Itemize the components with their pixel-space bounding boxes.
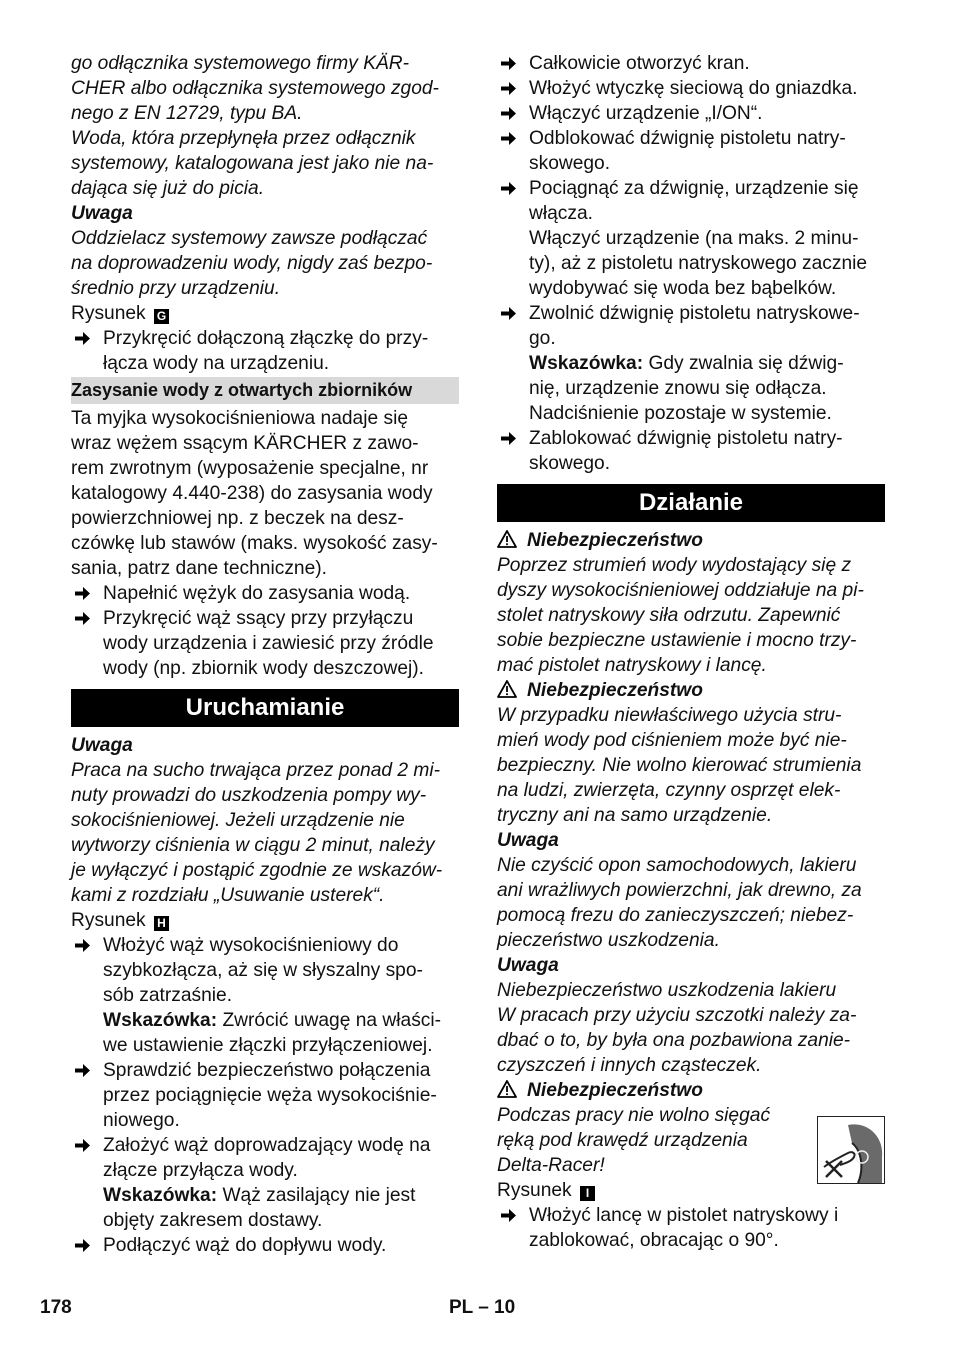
figure-label: Rysunek — [71, 910, 146, 931]
text-line: Praca na sucho trwająca przez ponad 2 mi- — [71, 760, 441, 781]
note-paragraph — [71, 226, 459, 301]
instruction-step — [71, 1133, 459, 1233]
text-line: mać pistolet natryskowy i lancę. — [497, 655, 767, 676]
instruction-step — [497, 176, 885, 301]
instruction-step — [497, 76, 885, 101]
hint-text: Gdy zwalnia się dźwig- — [643, 353, 844, 374]
instruction-step — [497, 426, 885, 476]
text-line: Nie czyścić opon samochodowych, lakieru — [497, 855, 857, 876]
figure-reference — [71, 908, 459, 933]
warning-triangle-icon — [497, 680, 519, 705]
text-line: go odłącznika systemowego firmy KÄR- — [71, 53, 410, 74]
text-line: stolet natryskowy siła odrzutu. Zapewnić — [497, 605, 841, 626]
language-page-indicator: PL – 10 — [449, 1297, 516, 1318]
text-line: sobie bezpieczne ustawienie i mocno trzy- — [497, 630, 857, 651]
note-heading: Uwaga — [497, 830, 559, 851]
hint-label: Wskazówka: — [103, 1185, 218, 1206]
text-line: zablokować, obracając o 90°. — [529, 1230, 779, 1251]
note-heading: Uwaga — [71, 735, 133, 756]
text-line: na ludzi, zwierzęta, czynny osprzęt elek- — [497, 780, 841, 801]
text-line: rem zwrotnym (wyposażenie specjalne, nr — [71, 458, 429, 479]
page-number: 178 — [40, 1297, 72, 1318]
instruction-step — [71, 933, 459, 1058]
text-line: ręką pod krawędź urządzenia — [497, 1130, 748, 1151]
arrow-right-icon — [499, 426, 521, 451]
text-line: je wyłączyć i postąpić zgodnie ze wskazów- — [71, 860, 443, 881]
instruction-step — [497, 51, 885, 76]
instruction-step — [71, 606, 459, 681]
danger-paragraph — [497, 553, 885, 678]
text-line: łącza wody na urządzeniu. — [103, 353, 330, 374]
text-line: Podłączyć wąż do dopływu wody. — [103, 1235, 387, 1256]
text-line: Przykręcić dołączoną złączkę do przy- — [103, 328, 429, 349]
text-line: pieczeństwo uszkodzenia. — [497, 930, 720, 951]
text-line: czyszczeń i innych cząsteczek. — [497, 1055, 762, 1076]
text-line: tryczny ani na samo urządzenie. — [497, 805, 773, 826]
intro-paragraph — [71, 51, 459, 201]
arrow-right-icon — [499, 126, 521, 151]
text-line: W pracach przy użyciu szczotki należy za- — [497, 1005, 857, 1026]
text-line: W przypadku niewłaściwego użycia stru- — [497, 705, 842, 726]
arrow-right-icon — [499, 301, 521, 326]
warning-triangle-icon — [497, 1080, 519, 1105]
hint-line — [529, 351, 885, 376]
danger-label: Niebezpieczeństwo — [527, 680, 703, 701]
text-line: Delta-Racer! — [497, 1155, 605, 1176]
instruction-step — [497, 1203, 885, 1253]
text-line: powierzchniowej np. z beczek na desz- — [71, 508, 404, 529]
text-line: Przykręcić wąż ssący przy przyłączu — [103, 608, 414, 629]
text-line: skowego. — [529, 453, 611, 474]
text-line: pomocą frezu do zanieczyszczeń; niebez- — [497, 905, 854, 926]
text-line: Włożyć lancę w pistolet natryskowy i — [529, 1205, 839, 1226]
text-line: skowego. — [529, 153, 611, 174]
text-line: sania, patrz dane techniczne). — [71, 558, 327, 579]
text-line: czówkę lub stawów (maks. wysokość zasy- — [71, 533, 438, 554]
text-line: objęty zakresem dostawy. — [103, 1210, 323, 1231]
arrow-right-icon — [73, 933, 95, 958]
text-line: systemowy, katalogowana jest jako nie na- — [71, 153, 434, 174]
hint-text: Wąż zasilający nie jest — [217, 1185, 416, 1206]
instruction-step — [71, 1233, 459, 1258]
text-line: ty), aż z pistoletu natryskowego zacznie — [529, 253, 868, 274]
text-line: szybkozłącza, aż się w słyszalny spo- — [103, 960, 423, 981]
suction-paragraph — [71, 406, 459, 581]
danger-label: Niebezpieczeństwo — [527, 1080, 703, 1101]
text-line: Poprzez strumień wody wydostający się z — [497, 555, 852, 576]
text-line: we ustawienie złączki przyłączeniowej. — [103, 1035, 433, 1056]
text-line: Podczas pracy nie wolno sięgać — [497, 1105, 771, 1126]
text-line: Woda, która przepłynęła przez odłącznik — [71, 128, 416, 149]
text-line: CHER albo odłącznika systemowego zgod- — [71, 78, 439, 99]
note-paragraph — [497, 853, 885, 953]
text-line: dająca się już do picia. — [71, 178, 265, 199]
instruction-step — [71, 326, 459, 376]
hint-text: Zwrócić uwagę na właści- — [217, 1010, 442, 1031]
note-heading: Uwaga — [71, 203, 133, 224]
arrow-right-icon — [73, 606, 95, 631]
text-line: Napełnić wężyk do zasysania wodą. — [103, 583, 411, 604]
text-line: katalogowy 4.440-238) do zasysania wody — [71, 483, 433, 504]
text-line: przez pociągnięcie węża wysokociśnie- — [103, 1085, 437, 1106]
text-line: Zwolnić dźwignię pistoletu natryskowe- — [529, 303, 860, 324]
arrow-right-icon — [499, 76, 521, 101]
danger-heading — [497, 528, 885, 553]
text-line: ani wrażliwych powierzchni, jak drewno, za — [497, 880, 862, 901]
text-line: sokociśnieniowej. Jeżeli urządzenie nie — [71, 810, 405, 831]
text-line: kami z rozdziału „Usuwanie usterek“. — [71, 885, 385, 906]
text-line: Włączyć urządzenie „I/ON“. — [529, 103, 763, 124]
text-line: Niebezpieczeństwo uszkodzenia lakieru — [497, 980, 837, 1001]
figure-letter-badge: H — [154, 916, 169, 931]
text-line: sób zatrzaśnie. — [103, 985, 233, 1006]
text-line: Włożyć wąż wysokociśnieniowy do — [103, 935, 399, 956]
instruction-step — [497, 126, 885, 176]
text-line: dbać o to, by była ona pozbawiona zanie- — [497, 1030, 851, 1051]
text-line: mień wody pod ciśnieniem może być nie- — [497, 730, 847, 751]
danger-label: Niebezpieczeństwo — [527, 530, 703, 551]
text-line: Zablokować dźwignię pistoletu natry- — [529, 428, 843, 449]
text-line: Włożyć wtyczkę sieciową do gniazdka. — [529, 78, 858, 99]
text-line: złącze przyłącza wody. — [103, 1160, 298, 1181]
text-line: go. — [529, 328, 556, 349]
text-line: średnio przy urządzeniu. — [71, 278, 281, 299]
figure-reference — [71, 301, 459, 326]
text-line: nego z EN 12729, typu BA. — [71, 103, 303, 124]
arrow-right-icon — [499, 51, 521, 76]
note-paragraph — [71, 758, 459, 908]
section-title: Działanie — [497, 484, 885, 522]
text-line: Nadciśnienie pozostaje w systemie. — [529, 403, 832, 424]
arrow-right-icon — [499, 1203, 521, 1228]
text-line: wody urządzenia i zawiesić przy źródle — [103, 633, 434, 654]
hand-warning-pictogram-icon — [817, 1116, 885, 1184]
danger-heading — [497, 1078, 885, 1103]
section-title: Uruchamianie — [71, 689, 459, 727]
text-line: wytworzy ciśnienia w ciągu 2 minut, należy — [71, 835, 435, 856]
text-line: Pociągnąć za dźwignię, urządzenie się — [529, 178, 859, 199]
arrow-right-icon — [73, 326, 95, 351]
arrow-right-icon — [73, 1233, 95, 1258]
text-line: włącza. — [529, 203, 593, 224]
instruction-step — [71, 1058, 459, 1133]
note-heading: Uwaga — [497, 955, 559, 976]
hint-label: Wskazówka: — [103, 1010, 218, 1031]
subsection-heading: Zasysanie wody z otwartych zbiorników — [71, 377, 459, 404]
note-paragraph — [497, 978, 885, 1078]
text-line: bezpieczny. Nie wolno kierować strumienia — [497, 755, 862, 776]
figure-label: Rysunek — [497, 1180, 572, 1201]
hint-line — [103, 1183, 459, 1208]
left-column — [71, 51, 459, 1258]
instruction-step — [497, 101, 885, 126]
instruction-step — [497, 301, 885, 426]
arrow-right-icon — [499, 176, 521, 201]
warning-triangle-icon — [497, 530, 519, 555]
figure-letter-badge: G — [154, 309, 169, 324]
arrow-right-icon — [499, 101, 521, 126]
arrow-right-icon — [73, 581, 95, 606]
text-line: dyszy wysokociśnieniowej oddziałuje na pi- — [497, 580, 864, 601]
instruction-step — [71, 581, 459, 606]
text-line: na doprowadzeniu wody, nigdy zaś bezpo- — [71, 253, 433, 274]
text-line: Oddzielacz systemowy zawsze podłączać — [71, 228, 428, 249]
text-line: niowego. — [103, 1110, 180, 1131]
text-line: Włączyć urządzenie (na maks. 2 minu- — [529, 228, 859, 249]
text-line: Założyć wąż doprowadzający wodę na — [103, 1135, 431, 1156]
text-line: nuty prowadzi do uszkodzenia pompy wy- — [71, 785, 427, 806]
danger-paragraph — [497, 703, 885, 828]
figure-letter-badge: I — [580, 1186, 595, 1201]
danger-heading — [497, 678, 885, 703]
hint-label: Wskazówka: — [529, 353, 644, 374]
text-line: wydobywać się woda bez bąbelków. — [529, 278, 837, 299]
text-line: Sprawdzić bezpieczeństwo połączenia — [103, 1060, 431, 1081]
arrow-right-icon — [73, 1058, 95, 1083]
hint-line — [103, 1008, 459, 1033]
arrow-right-icon — [73, 1133, 95, 1158]
text-line: nię, urządzenie znowu się odłącza. — [529, 378, 827, 399]
text-line: Odblokować dźwignię pistoletu natry- — [529, 128, 846, 149]
text-line: Ta myjka wysokociśnieniowa nadaje się — [71, 408, 409, 429]
text-line: wody (np. zbiornik wody deszczowej). — [103, 658, 424, 679]
right-column — [497, 51, 885, 1253]
text-line: Całkowicie otworzyć kran. — [529, 53, 750, 74]
figure-label: Rysunek — [71, 303, 146, 324]
text-line: wraz wężem ssącym KÄRCHER z zawo- — [71, 433, 419, 454]
